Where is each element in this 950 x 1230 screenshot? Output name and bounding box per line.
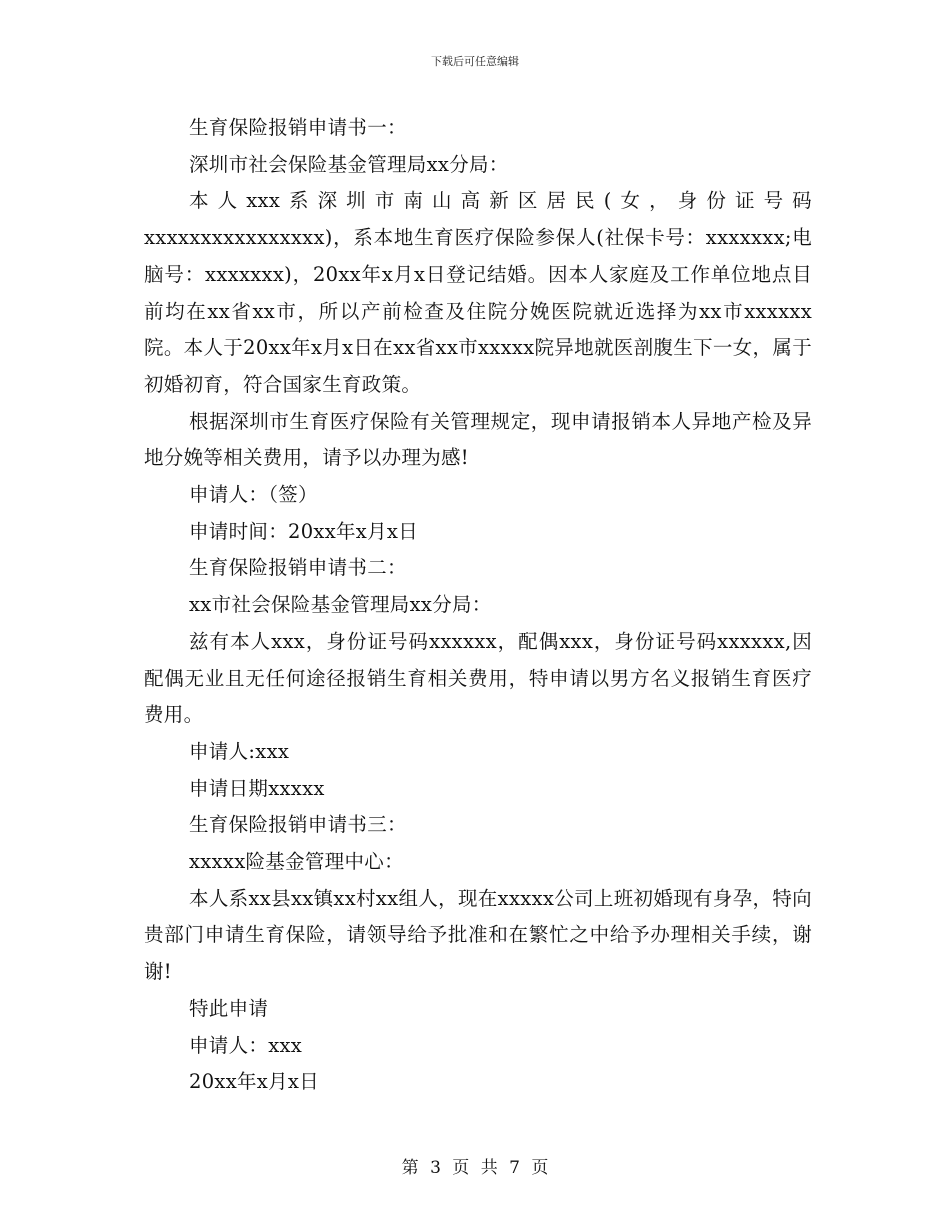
- section-title-2: 生育保险报销申请书二：: [189, 556, 407, 580]
- addressee-3: xxxxx险基金管理中心：: [189, 850, 404, 874]
- body-paragraph-1: 本人xxx系深圳市南山高新区居民(女，身份证号码xxxxxxxxxxxxxxxx)，系本地生育医疗保险参保人(社保卡号：xxxxxxx;电脑号：xxxxxxx)，20xx年x月x日登记结婚。因本人家庭及工作单位地点目前均在xx省xx市，所以产前检查及住院分娩医院就近选择为xx市xxxxxx院。本人于20xx年x月x日在xx省xx市xxxxx院异地就医剖腹生下一女，属于初婚初育，符合国家生育政策。: [144, 189, 812, 396]
- section-title-3: 生育保险报销申请书三：: [189, 813, 407, 837]
- application-date-3: 20xx年x月x日: [189, 1070, 320, 1094]
- application-date-1: 申请时间：20xx年x月x日: [189, 519, 419, 543]
- page-number-footer: 第 3 页 共 7 页: [401, 1158, 549, 1178]
- document-body: [144, 110, 812, 1101]
- body-paragraph-3: 兹有本人xxx，身份证号码xxxxxx，配偶xxx，身份证号码xxxxxx,因配偶无业且无任何途径报销生育相关费用，特申请以男方名义报销生育医疗费用。: [144, 629, 812, 727]
- page-header: 下载后可任意编辑: [431, 55, 519, 68]
- applicant-2: 申请人:xxx: [189, 739, 290, 763]
- applicant-signature-1: 申请人：（签）: [189, 483, 318, 507]
- applicant-3: 申请人：xxx: [189, 1033, 303, 1057]
- application-date-2: 申请日期xxxxx: [189, 776, 325, 800]
- closing-phrase: 特此申请: [189, 996, 269, 1020]
- body-paragraph-2: 根据深圳市生育医疗保险有关管理规定，现申请报销本人异地产检及异地分娩等相关费用，请予以办理为感!: [144, 409, 812, 470]
- body-paragraph-4: 本人系xx县xx镇xx村xx组人，现在xxxxx公司上班初婚现有身孕，特向贵部门申请生育保险，请领导给予批准和在繁忙之中给予办理相关手续，谢谢!: [144, 886, 812, 984]
- addressee-2: xx市社会保险基金管理局xx分局：: [189, 593, 492, 617]
- addressee-1: 深圳市社会保险基金管理局xx分局：: [189, 152, 509, 176]
- section-title-1: 生育保险报销申请书一：: [189, 116, 407, 139]
